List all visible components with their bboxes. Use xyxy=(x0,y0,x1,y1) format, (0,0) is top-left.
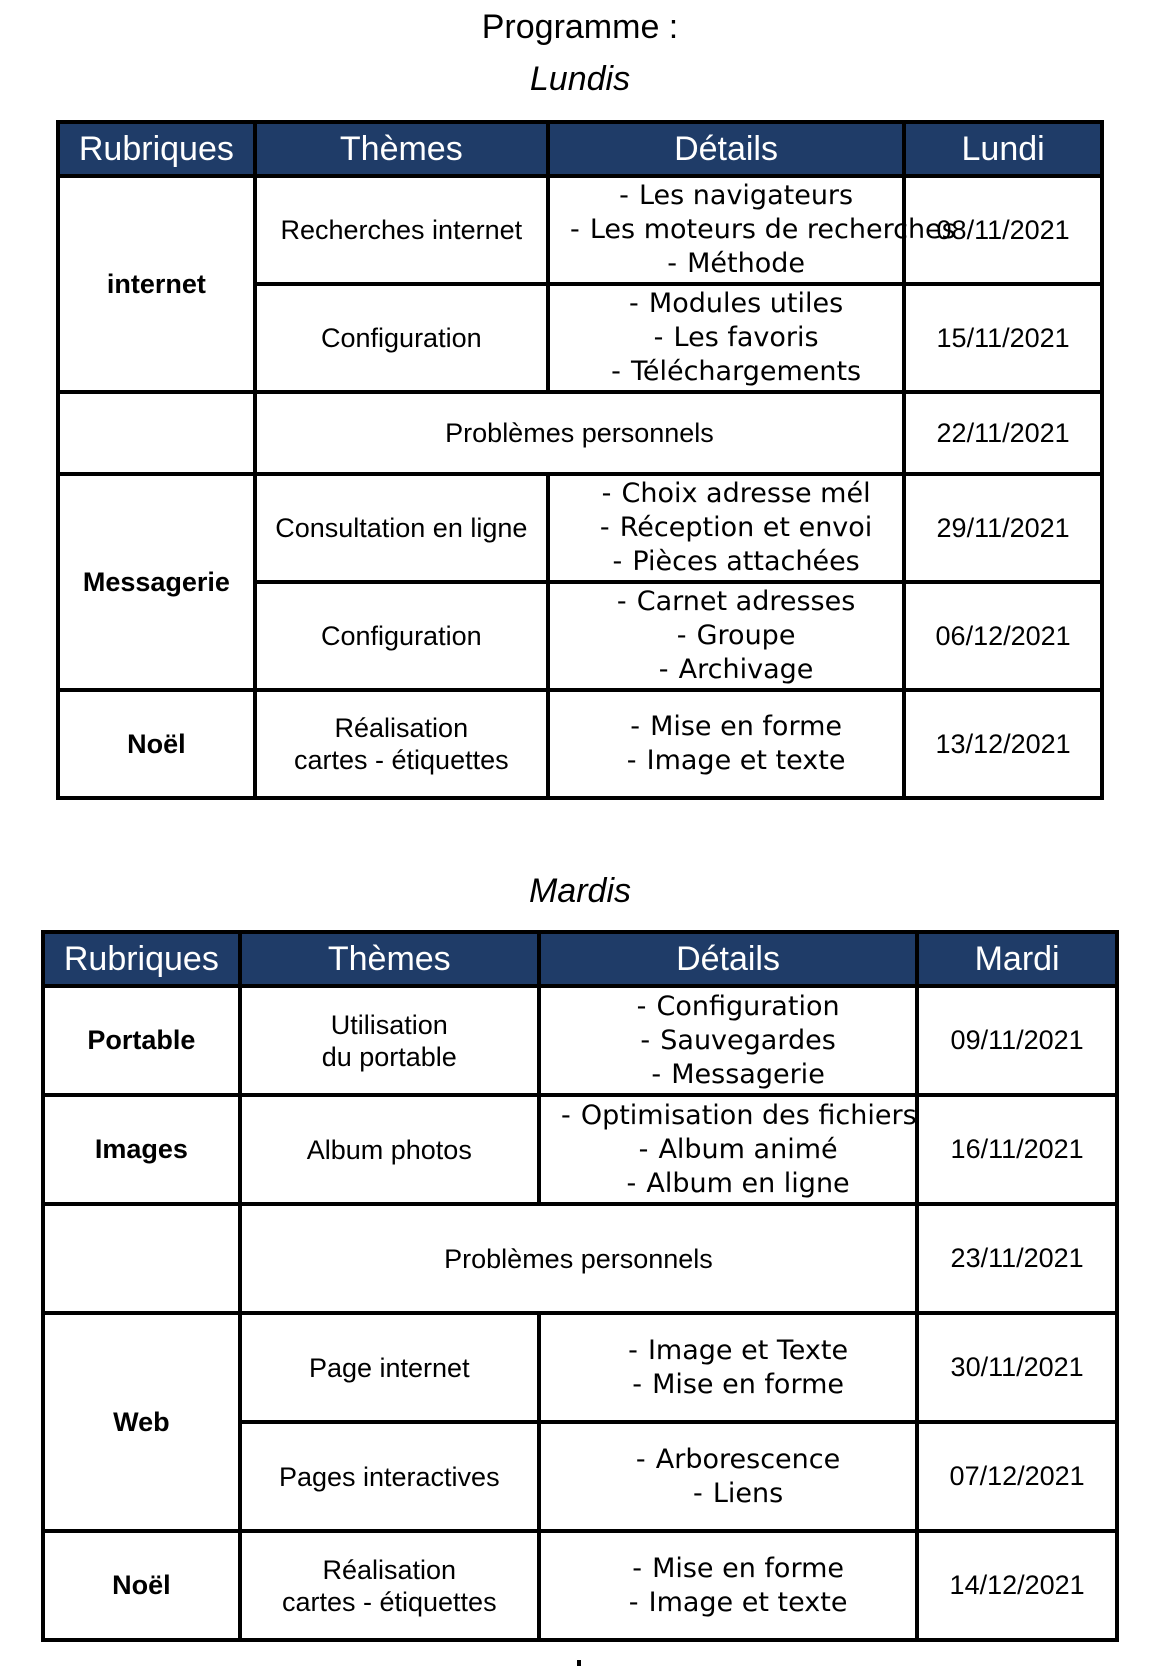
date-cell: 16/11/2021 xyxy=(917,1095,1117,1204)
details-cell xyxy=(548,690,904,798)
table-row xyxy=(43,1313,1117,1422)
details-cell xyxy=(548,474,904,582)
details-cell xyxy=(539,1531,917,1640)
details-list xyxy=(541,1334,915,1402)
list-item: - Sauvegardes xyxy=(640,1024,836,1056)
details-cell xyxy=(539,1313,917,1422)
list-item: - Méthode xyxy=(667,248,805,279)
header-rubriques: Rubriques xyxy=(43,932,240,986)
details-list xyxy=(550,710,902,778)
theme-cell: Pages interactives xyxy=(240,1422,539,1531)
list-item: - Les favoris xyxy=(653,322,819,353)
date-cell: 09/11/2021 xyxy=(917,986,1117,1095)
list-item: - Mise en forme xyxy=(630,711,842,742)
details-list xyxy=(550,585,902,687)
details-list xyxy=(541,1443,915,1511)
table-header-row xyxy=(58,122,1102,176)
theme-cell-wide: Problèmes personnels xyxy=(255,392,904,474)
list-item: - Image et Texte xyxy=(628,1334,849,1366)
list-item: - Mise en forme xyxy=(632,1368,844,1400)
theme-cell: Consultation en ligne xyxy=(255,474,548,582)
list-item: - Liens xyxy=(692,1477,784,1509)
details-cell xyxy=(539,1095,917,1204)
date-cell: 29/11/2021 xyxy=(904,474,1102,582)
table-row xyxy=(43,1531,1117,1640)
header-themes: Thèmes xyxy=(255,122,548,176)
theme-line: Utilisation xyxy=(330,1009,448,1040)
theme-cell: Configuration xyxy=(255,582,548,690)
list-item: - Optimisation des fichiers xyxy=(560,1099,917,1131)
lundis-heading: Lundis xyxy=(529,60,631,98)
page-title: Programme : xyxy=(481,8,679,46)
list-item: - Groupe xyxy=(676,620,796,651)
details-list xyxy=(541,1552,915,1620)
details-cell xyxy=(548,176,956,284)
table-row xyxy=(58,176,1102,284)
mardis-table xyxy=(41,930,1119,1642)
details-list xyxy=(550,179,956,281)
theme-cell: Album photos xyxy=(240,1095,539,1204)
list-item: - Carnet adresses xyxy=(616,586,856,617)
list-item: - Mise en forme xyxy=(632,1552,844,1584)
date-cell: 08/11/2021 xyxy=(904,176,1102,284)
lundis-table xyxy=(56,120,1104,800)
details-list xyxy=(541,1099,915,1201)
list-item: - Album en ligne xyxy=(626,1167,850,1199)
theme-line: cartes - étiquettes xyxy=(281,1586,497,1617)
list-item: - Messagerie xyxy=(651,1058,825,1090)
header-details: Détails xyxy=(539,932,917,986)
theme-line: cartes - étiquettes xyxy=(294,745,509,775)
list-item: - Album animé xyxy=(638,1133,838,1165)
table-row xyxy=(58,392,1102,474)
theme-cell xyxy=(240,1531,539,1640)
rubrique-cell: Noël xyxy=(58,690,255,798)
theme-cell: Page internet xyxy=(240,1313,539,1422)
header-date: Lundi xyxy=(904,122,1102,176)
list-item: - Archivage xyxy=(658,654,814,685)
list-item: - Image et texte xyxy=(626,745,846,776)
details-cell xyxy=(539,1422,917,1531)
rubrique-cell-empty xyxy=(58,392,255,474)
theme-cell xyxy=(240,986,539,1095)
rubrique-cell: Images xyxy=(43,1095,240,1204)
list-item: - Pièces attachées xyxy=(612,546,860,577)
table-row xyxy=(43,986,1117,1095)
theme-line: Réalisation xyxy=(322,1554,457,1585)
details-list xyxy=(550,287,902,389)
list-item: - Choix adresse mél xyxy=(601,478,871,509)
rubrique-cell: Messagerie xyxy=(58,474,255,690)
mardis-heading: Mardis xyxy=(528,872,632,910)
rubrique-cell: Web xyxy=(43,1313,240,1531)
list-item: - Les navigateurs xyxy=(619,180,854,211)
date-cell: 23/11/2021 xyxy=(917,1204,1117,1313)
details-cell xyxy=(539,986,917,1095)
table-header-row xyxy=(43,932,1117,986)
theme-cell: Recherches internet xyxy=(255,176,548,284)
list-item: - Image et texte xyxy=(628,1586,848,1618)
theme-cell: Configuration xyxy=(255,284,548,392)
theme-cell-wide: Problèmes personnels xyxy=(240,1204,918,1313)
rubrique-cell-empty xyxy=(43,1204,240,1313)
header-rubriques: Rubriques xyxy=(58,122,255,176)
date-cell: 14/12/2021 xyxy=(917,1531,1117,1640)
list-item: - Configuration xyxy=(636,990,840,1022)
date-cell: 07/12/2021 xyxy=(917,1422,1117,1531)
theme-line: du portable xyxy=(321,1041,457,1072)
list-item: - Réception et envoi xyxy=(599,512,873,543)
details-list xyxy=(550,477,902,579)
header-themes: Thèmes xyxy=(240,932,539,986)
list-item: - Téléchargements xyxy=(611,356,862,387)
date-cell: 22/11/2021 xyxy=(904,392,1102,474)
date-cell: 30/11/2021 xyxy=(917,1313,1117,1422)
details-cell xyxy=(548,284,904,392)
details-cell xyxy=(548,582,904,690)
header-details: Détails xyxy=(548,122,904,176)
page-bottom-mark xyxy=(577,1660,581,1666)
rubrique-cell: Noël xyxy=(43,1531,240,1640)
date-cell: 13/12/2021 xyxy=(904,690,1102,798)
table-row xyxy=(58,474,1102,582)
header-date: Mardi xyxy=(917,932,1117,986)
list-item: - Les moteurs de recherches xyxy=(569,214,956,245)
rubrique-cell: Portable xyxy=(43,986,240,1095)
theme-cell xyxy=(255,690,548,798)
details-list xyxy=(541,990,915,1092)
date-cell: 15/11/2021 xyxy=(904,284,1102,392)
rubrique-cell: internet xyxy=(58,176,255,392)
date-cell: 06/12/2021 xyxy=(904,582,1102,690)
list-item: - Modules utiles xyxy=(629,288,844,319)
theme-line: Réalisation xyxy=(334,713,469,743)
table-row xyxy=(43,1204,1117,1313)
list-item: - Arborescence xyxy=(635,1443,841,1475)
table-row xyxy=(43,1095,1117,1204)
table-row xyxy=(58,690,1102,798)
